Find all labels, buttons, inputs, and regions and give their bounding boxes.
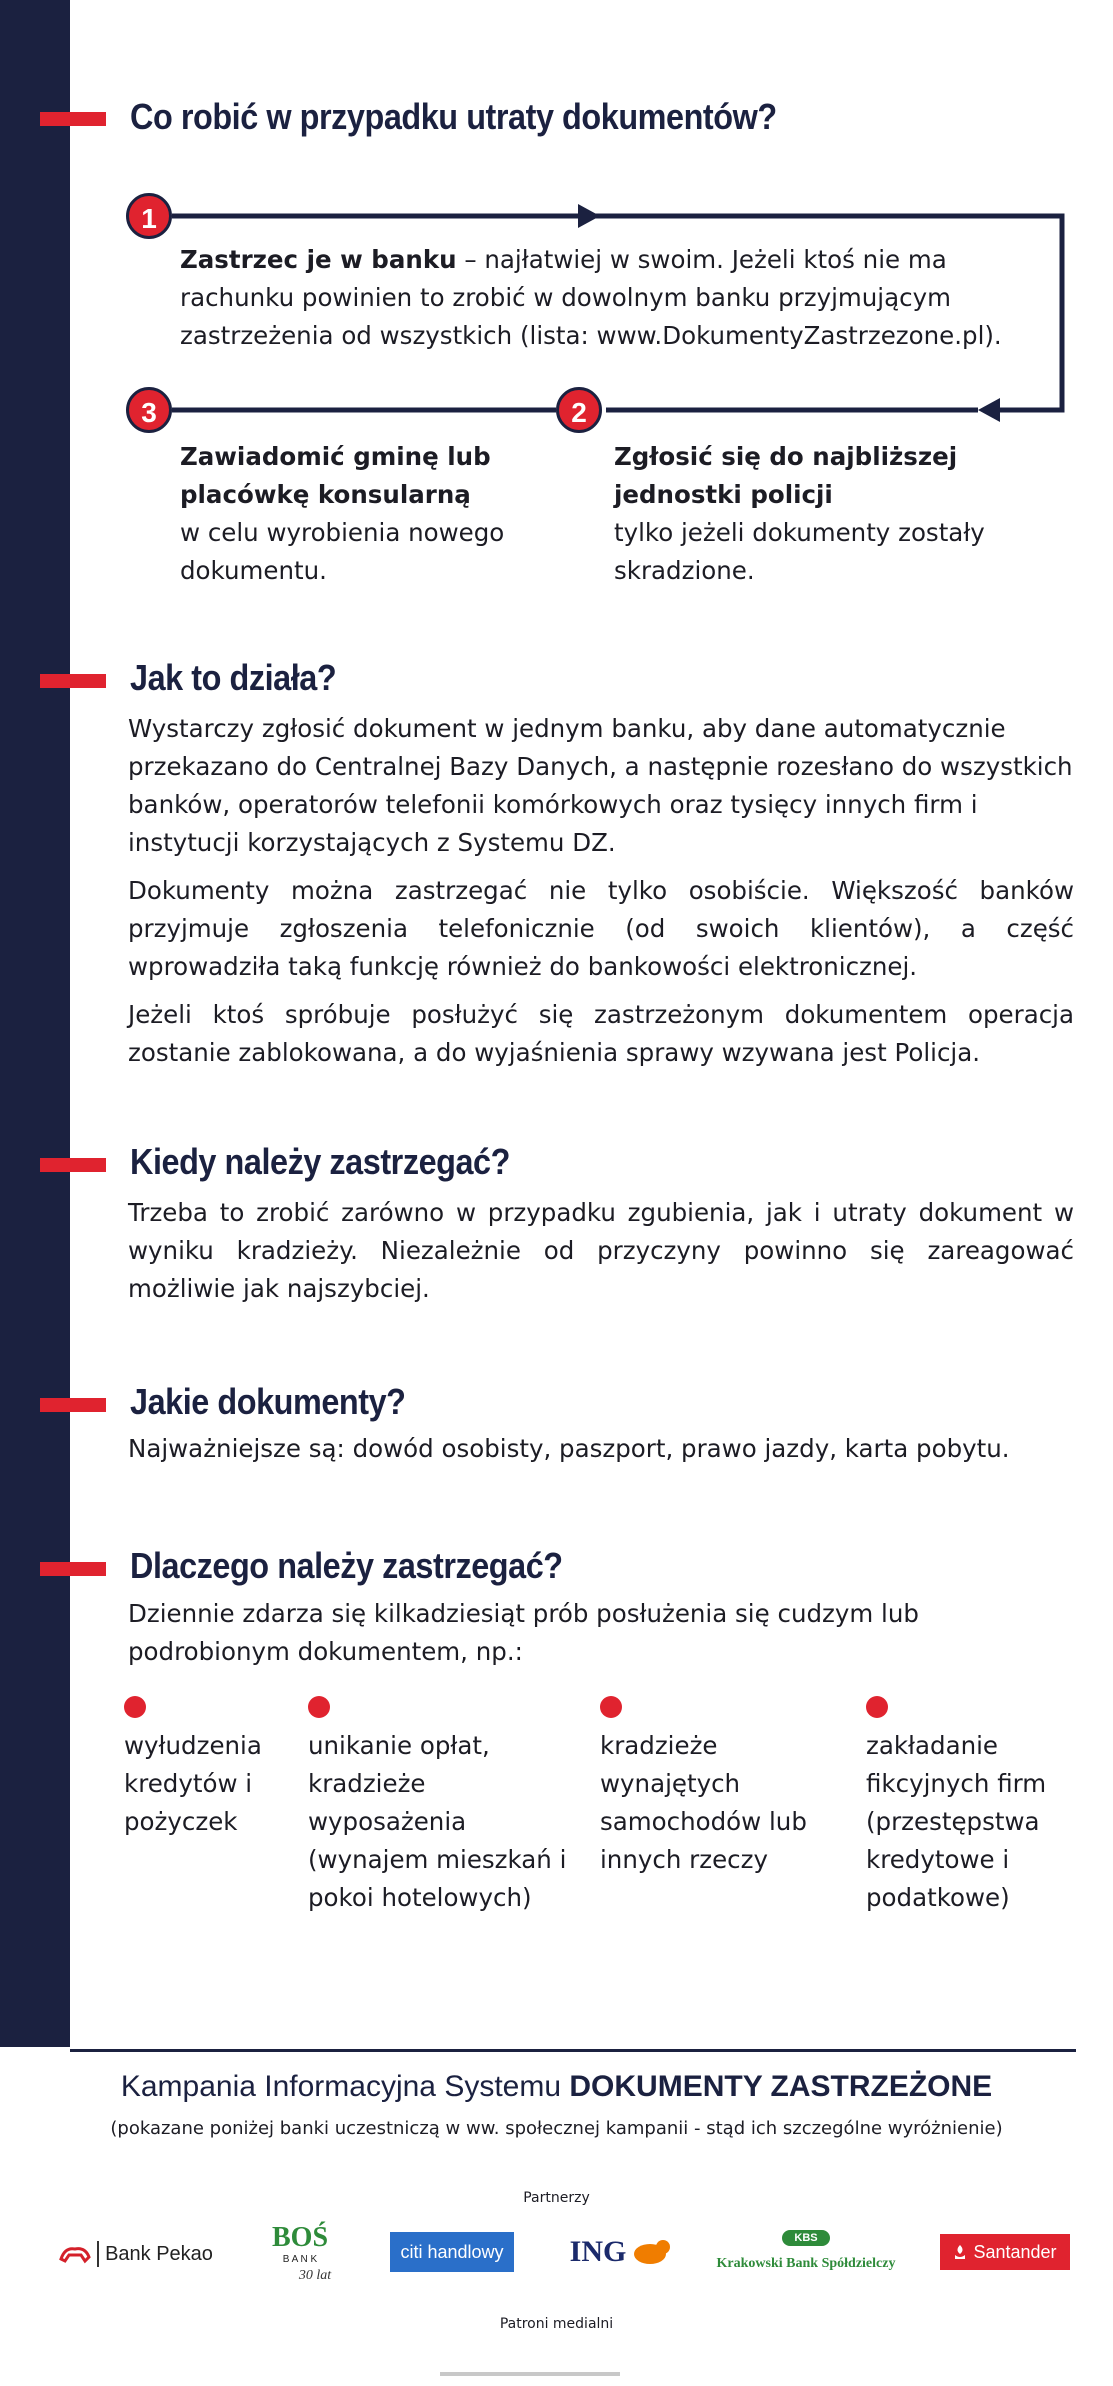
media-logo-strip bbox=[440, 2372, 620, 2376]
section-marker bbox=[40, 674, 106, 688]
bos-name: BOŚ bbox=[271, 2222, 329, 2253]
section-marker bbox=[40, 1398, 106, 1412]
bank-pekao-logo[interactable] bbox=[56, 2228, 216, 2280]
ing-lion-icon bbox=[630, 2237, 672, 2267]
media-patrons-label: Patroni medialni bbox=[499, 2316, 614, 2332]
santander-logo[interactable] bbox=[940, 2234, 1070, 2270]
step-3-body: w celu wyrobienia nowego dokumentu. bbox=[180, 518, 505, 585]
step-2-badge: 2 bbox=[556, 387, 602, 433]
step-1-title: Zastrzec je w banku bbox=[180, 245, 457, 274]
section-marker bbox=[40, 1562, 106, 1576]
step-2-title: Zgłosić się do najbliższej jednostki policji bbox=[614, 442, 958, 509]
footer-title bbox=[0, 2070, 1113, 2104]
bullet-dot bbox=[866, 1696, 888, 1718]
how-it-works-paragraph-3: Jeżeli ktoś spróbuje posłużyć się zastrzeżonym dokumentem operacja zostanie zablokowana, a do wyjaśnienia sprawy wzywana jest Policja. bbox=[128, 1000, 1074, 1067]
krakowski-bank-spoldzielczy-logo[interactable] bbox=[718, 2218, 894, 2284]
how-it-works-paragraph-1: Wystarczy zgłosić dokument w jednym banku, aby dane automatycznie przekazano do Centralnej Bazy Danych, a następnie rozesłano do wszystkich banków, operatorów telefonii komórkowych oraz tysięcy innych firm i instytucji korzystających z Systemu DZ. bbox=[128, 714, 1073, 857]
bullet-dot bbox=[124, 1696, 146, 1718]
example-item-1: wyłudzenia kredytów i pożyczek bbox=[124, 1731, 262, 1836]
section-marker bbox=[40, 1158, 106, 1172]
example-item-2: unikanie opłat, kradzieże wyposażenia (wynajem mieszkań i pokoi hotelowych) bbox=[308, 1731, 567, 1912]
bos-years: 30 lat bbox=[298, 2268, 332, 2283]
section-title-how-it-works: Jak to działa? bbox=[130, 657, 337, 698]
step-1-body: – najłatwiej w swoim. Jeżeli ktoś nie ma rachunku powinien to zrobić w dowolnym banku przyjmującym zastrzeżenia od wszystkich (lista: www.DokumentyZastrzezone.pl). bbox=[180, 245, 1002, 350]
section-title-which-documents: Jakie dokumenty? bbox=[130, 1381, 406, 1422]
section-title-why: Dlaczego należy zastrzegać? bbox=[130, 1545, 563, 1586]
footer-title-prefix: Kampania Informacyjna Systemu bbox=[120, 2070, 570, 2103]
pekao-name: Bank Pekao bbox=[105, 2242, 213, 2265]
partners-label: Partnerzy bbox=[523, 2190, 590, 2206]
step-3-title: Zawiadomić gminę lub placówkę konsularną bbox=[180, 442, 491, 509]
santander-flame-icon bbox=[953, 2244, 967, 2260]
footer-divider bbox=[70, 2049, 1076, 2052]
kbs-name: Krakowski Bank Spółdzielczy bbox=[716, 2256, 896, 2271]
footer-title-bold: DOKUMENTY ZASTRZEŻONE bbox=[569, 2070, 993, 2103]
section-title-when: Kiedy należy zastrzegać? bbox=[130, 1141, 510, 1182]
example-item-3: kradzieże wynajętych samochodów lub innych rzeczy bbox=[600, 1731, 807, 1874]
bos-sub: B A N K bbox=[282, 2254, 318, 2265]
kbs-badge: KBS bbox=[782, 2230, 829, 2246]
step-3-badge: 3 bbox=[126, 387, 172, 433]
when-paragraph: Trzeba to zrobić zarówno w przypadku zgubienia, jak i utraty dokument w wyniku kradzieży. Niezależnie od przyczyny powinno się zareagować możliwie jak najszybciej. bbox=[128, 1198, 1074, 1303]
which-documents-paragraph: Najważniejsze są: dowód osobisty, paszport, prawo jazdy, karta pobytu. bbox=[128, 1434, 1010, 1463]
step-3-text bbox=[180, 438, 560, 590]
step-2-body: tylko jeżeli dokumenty zostały skradzione. bbox=[614, 518, 985, 585]
bullet-dot bbox=[600, 1696, 622, 1718]
pekao-bison-icon bbox=[59, 2243, 91, 2265]
how-it-works-paragraph-2: Dokumenty można zastrzegać nie tylko osobiście. Większość banków przyjmuje zgłoszenia telefonicznie (od swoich klientów), a część wprowadziła taką funkcję również do bankowości elektronicznej. bbox=[128, 876, 1074, 981]
step-1-text bbox=[180, 241, 1050, 355]
ing-name: ING bbox=[569, 2235, 627, 2268]
bos-bank-logo[interactable] bbox=[250, 2212, 350, 2296]
step-2-text bbox=[614, 438, 994, 590]
ing-logo[interactable] bbox=[556, 2230, 686, 2274]
step-1-badge: 1 bbox=[126, 193, 172, 239]
santander-name: Santander bbox=[973, 2241, 1057, 2262]
bullet-dot bbox=[308, 1696, 330, 1718]
footer-subtitle: (pokazane poniżej banki uczestniczą w ww. społecznej kampanii - stąd ich szczególne wyróżnienie) bbox=[110, 2118, 1003, 2139]
example-item-4: zakładanie fikcyjnych firm (przestępstwa kredytowe i podatkowe) bbox=[866, 1731, 1047, 1912]
why-paragraph: Dziennie zdarza się kilkadziesiąt prób posłużenia się cudzym lub podrobionym dokumentem, np.: bbox=[128, 1599, 919, 1666]
citi-handlowy-logo[interactable]: citi handlowy bbox=[390, 2232, 514, 2272]
section-title-what-to-do: Co robić w przypadku utraty dokumentów? bbox=[130, 96, 777, 137]
